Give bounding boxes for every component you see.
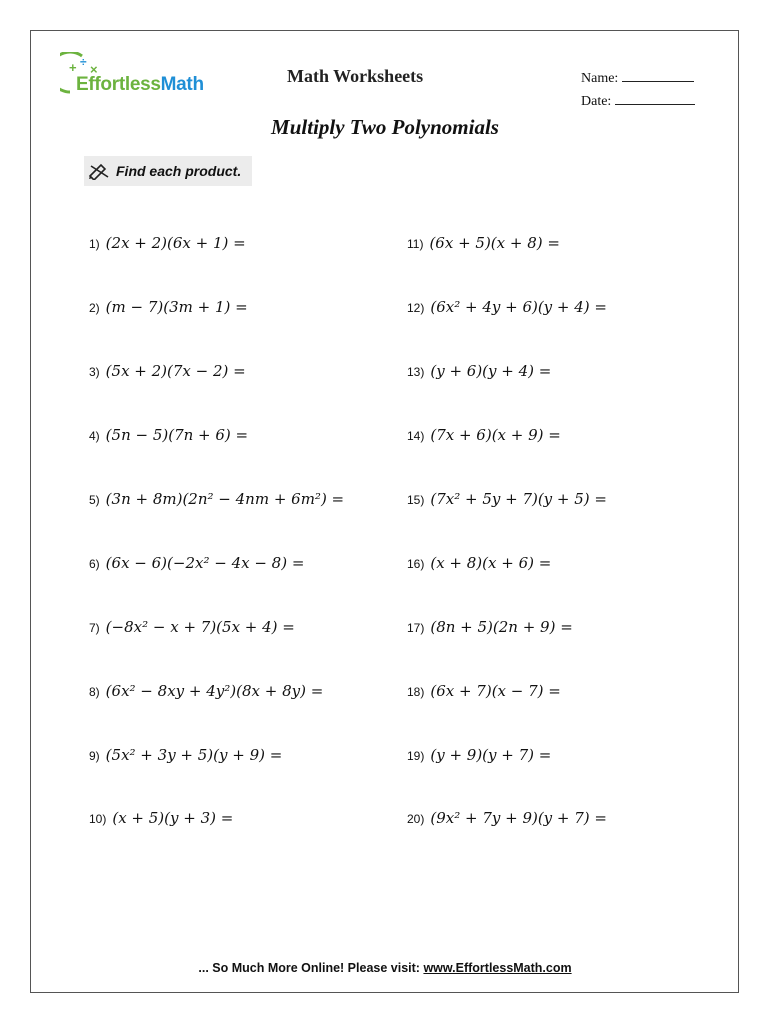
problem-11 xyxy=(407,233,560,252)
problem-18 xyxy=(407,681,561,700)
instruction-box xyxy=(84,156,252,186)
problem-14 xyxy=(407,425,561,444)
problem-number: 9) xyxy=(89,749,100,763)
footer-link[interactable]: www.EffortlessMath.com xyxy=(423,961,572,975)
problem-1 xyxy=(89,233,246,252)
problem-number: 12) xyxy=(407,301,425,315)
problem-number: 4) xyxy=(89,429,100,443)
date-blank[interactable] xyxy=(615,93,695,105)
problem-expression: (7x² + 5y + 7)(y + 5) = xyxy=(430,490,607,508)
date-label: Date: xyxy=(581,94,612,109)
svg-text:+: + xyxy=(69,60,77,75)
name-blank[interactable] xyxy=(622,70,694,82)
problem-number: 11) xyxy=(407,237,424,251)
problem-expression: (2x + 2)(6x + 1) = xyxy=(105,234,246,252)
instruction-text: Find each product. xyxy=(116,163,242,179)
problem-5 xyxy=(89,489,344,508)
problem-12 xyxy=(407,297,607,316)
problem-expression: (6x² − 8xy + 4y²)(8x + 8y) = xyxy=(105,682,324,700)
problem-17 xyxy=(407,617,573,636)
problem-number: 20) xyxy=(407,812,425,826)
date-field[interactable] xyxy=(581,93,695,110)
svg-text:×: × xyxy=(90,62,98,77)
problem-number: 13) xyxy=(407,365,425,379)
problem-number: 8) xyxy=(89,685,100,699)
problem-3 xyxy=(89,361,246,380)
problem-15 xyxy=(407,489,607,508)
problem-16 xyxy=(407,553,551,572)
problem-number: 15) xyxy=(407,493,425,507)
problem-expression: (3n + 8m)(2n² − 4nm + 6m²) = xyxy=(105,490,345,508)
problem-number: 6) xyxy=(89,557,100,571)
problem-8 xyxy=(89,681,323,700)
logo-wordmark: EffortlessMath xyxy=(76,74,204,95)
problem-expression: (y + 6)(y + 4) = xyxy=(430,362,552,380)
page-title: Multiply Two Polynomials xyxy=(271,115,499,139)
problem-number: 5) xyxy=(89,493,100,507)
problem-expression: (8n + 5)(2n + 9) = xyxy=(430,618,573,636)
problem-expression: (5n − 5)(7n + 6) = xyxy=(105,426,249,444)
problem-9 xyxy=(89,745,282,764)
effortless-math-logo xyxy=(60,52,230,102)
problem-4 xyxy=(89,425,248,444)
problem-expression: (6x + 7)(x − 7) = xyxy=(430,682,561,700)
problem-number: 19) xyxy=(407,749,425,763)
problem-number: 14) xyxy=(407,429,425,443)
pencil-ruler-icon xyxy=(88,162,110,180)
problem-expression: (−8x² − x + 7)(5x + 4) = xyxy=(105,618,295,636)
svg-text:÷: ÷ xyxy=(80,55,87,69)
problem-number: 3) xyxy=(89,365,100,379)
problem-10 xyxy=(89,808,233,827)
problem-expression: (6x² + 4y + 6)(y + 4) = xyxy=(430,298,607,316)
footer xyxy=(0,961,770,975)
problem-expression: (6x − 6)(−2x² − 4x − 8) = xyxy=(105,554,305,572)
problem-expression: (y + 9)(y + 7) = xyxy=(430,746,552,764)
problem-13 xyxy=(407,361,551,380)
problem-number: 17) xyxy=(407,621,425,635)
problem-expression: (5x + 2)(7x − 2) = xyxy=(105,362,246,380)
problem-expression: (7x + 6)(x + 9) = xyxy=(430,426,561,444)
problem-number: 18) xyxy=(407,685,425,699)
problem-2 xyxy=(89,297,248,316)
problem-number: 2) xyxy=(89,301,100,315)
problem-number: 10) xyxy=(89,812,107,826)
problem-number: 7) xyxy=(89,621,100,635)
name-label: Name: xyxy=(581,71,619,86)
problem-expression: (9x² + 7y + 9)(y + 7) = xyxy=(430,809,607,827)
problem-number: 16) xyxy=(407,557,425,571)
problem-20 xyxy=(407,808,607,827)
problem-expression: (6x + 5)(x + 8) = xyxy=(429,234,560,252)
problem-expression: (x + 5)(y + 3) = xyxy=(112,809,234,827)
problem-number: 1) xyxy=(89,237,100,251)
problem-expression: (m − 7)(3m + 1) = xyxy=(105,298,248,316)
problem-7 xyxy=(89,617,295,636)
footer-text: ... So Much More Online! Please visit: xyxy=(198,961,424,975)
name-field[interactable] xyxy=(581,70,694,87)
worksheet-header-title: Math Worksheets xyxy=(287,66,424,86)
problem-expression: (x + 8)(x + 6) = xyxy=(430,554,552,572)
problem-expression: (5x² + 3y + 5)(y + 9) = xyxy=(105,746,283,764)
problem-19 xyxy=(407,745,551,764)
problem-6 xyxy=(89,553,304,572)
